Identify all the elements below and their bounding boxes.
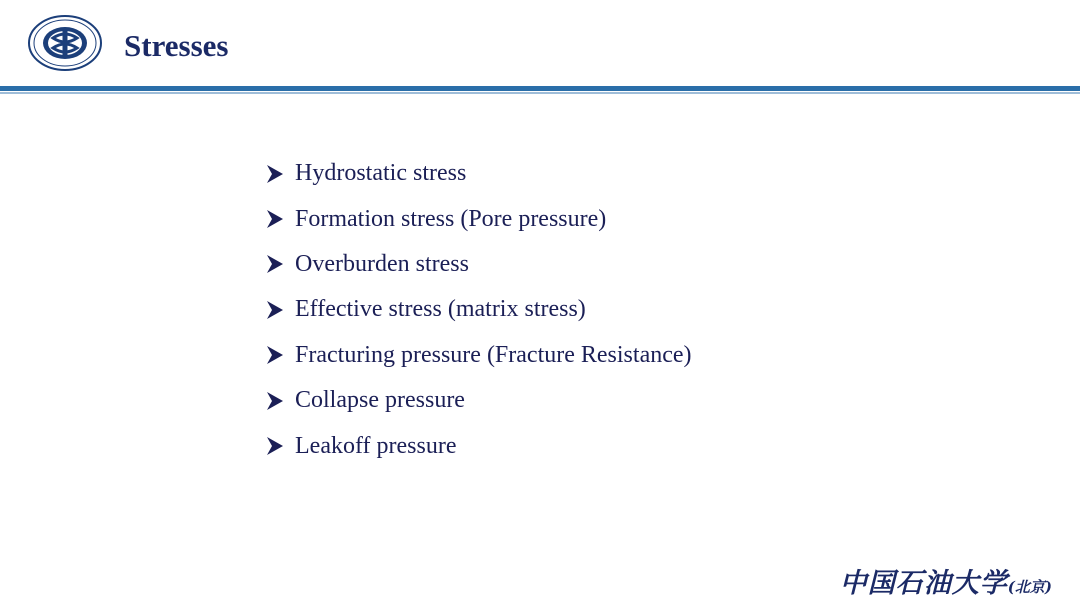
arrow-bullet-icon — [266, 299, 284, 321]
list-item — [266, 196, 692, 241]
slide-title: Stresses — [124, 28, 229, 63]
bullet-list — [266, 151, 692, 469]
arrow-bullet-icon — [266, 344, 284, 366]
arrow-bullet-icon — [266, 435, 284, 457]
university-name: 中国石油大学 — [839, 568, 1008, 599]
header-divider-thin — [0, 92, 1080, 94]
university-wordmark — [840, 561, 1052, 600]
list-item — [266, 333, 692, 378]
list-item — [266, 151, 692, 196]
list-item — [266, 242, 692, 287]
bullet-text: Formation stress (Pore pressure) — [295, 205, 607, 232]
university-campus: (北京) — [1007, 578, 1052, 596]
university-seal-icon — [27, 14, 103, 72]
list-item — [266, 287, 692, 332]
bullet-text: Leakoff pressure — [295, 432, 457, 459]
list-item — [266, 423, 692, 468]
arrow-bullet-icon — [266, 390, 284, 412]
bullet-text: Fracturing pressure (Fracture Resistance) — [295, 341, 692, 368]
bullet-text: Hydrostatic stress — [295, 160, 467, 187]
header-divider — [0, 86, 1080, 91]
bullet-text: Overburden stress — [295, 250, 469, 277]
bullet-text: Effective stress (matrix stress) — [295, 296, 586, 323]
arrow-bullet-icon — [266, 208, 284, 230]
bullet-text: Collapse pressure — [295, 387, 465, 414]
arrow-bullet-icon — [266, 163, 284, 185]
list-item — [266, 378, 692, 423]
arrow-bullet-icon — [266, 253, 284, 275]
